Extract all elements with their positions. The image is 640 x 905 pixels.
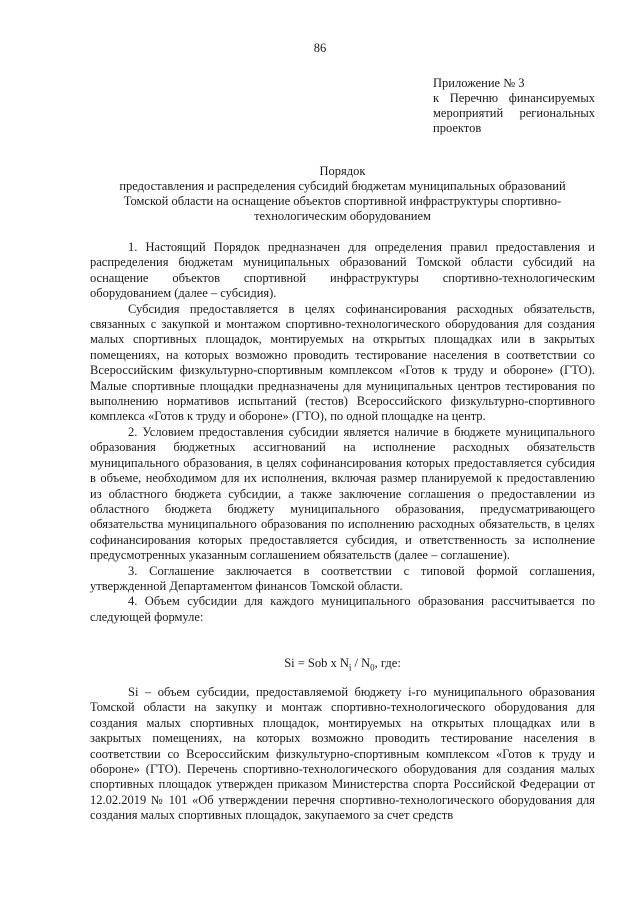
paragraph-4: 3. Соглашение заключается в соответствии с типовой формой соглашения, утвержденной Департаментом финансов Томской области. (90, 563, 595, 593)
appendix-line-3: мероприятий региональных (433, 106, 595, 120)
title-heading: Порядок (319, 164, 366, 178)
paragraph-2: Субсидия предоставляется в целях софинансирования расходных обязательств, связанных с закупкой и монтажом спортивно-технологического оборудования для создания малых спортивных площадок, монтируемых на открытых площадках или в закрытых помещениях, на которых возможно проводить тестирование населения в соответствии со Всероссийским физкультурно-спортивным комплексом «Готов к труду и обороне» (ГТО). Малые спортивные площадки предназначены для муниципальных центров тестирования по выполнению нормативов испытаний (тестов) Всероссийского физкультурно-спортивного комплекса «Готов к труду и обороне» (ГТО), по одной площадке на центр. (90, 301, 595, 424)
document-body (90, 240, 595, 625)
title-line-1: предоставления и распределения субсидий бюджетам муниципальных образований (119, 179, 566, 193)
paragraph-1: 1. Настоящий Порядок предназначен для определения правил предоставления и распределения бюджетам муниципальных образований Томской области субсидий на оснащение объектов спортивной инфраструктуры спортивно-технологическим оборудованием (далее – субсидия). (90, 240, 595, 301)
appendix-line-4: проектов (433, 121, 482, 135)
appendix-line-2: к Перечню финансируемых (433, 91, 595, 105)
title-line-2: Томской области на оснащение объектов спортивной инфраструктуры спортивно- (123, 194, 562, 208)
document-title (90, 164, 595, 224)
document-body-continued (90, 685, 595, 824)
appendix-title: Приложение № 3 (433, 76, 525, 90)
appendix-note (433, 76, 595, 136)
title-line-3: технологическим оборудованием (254, 209, 431, 223)
page-number: 86 (313, 41, 327, 55)
paragraph-6: Si – объем субсидии, предоставляемой бюджету i-го муниципального образования Томской области на закупку и монтаж спортивно-технологического оборудования для создания малых спортивных площадок, монтируемых на открытых площадках или в закрытых помещениях, на которых возможно проводить тестирование населения в соответствии со Всероссийским физкультурно-спортивным комплексом «Готов к труду и обороне» (ГТО). Перечень спортивно-технологического оборудования для создания малых спортивных площадок утвержден приказом Министерства спорта Российской Федерации от 12.02.2019 № 101 «Об утверждении перечня спортивно-технологического оборудования для создания малых спортивных площадок, закупаемого за счет средств (90, 685, 595, 823)
subsidy-formula: Si = Sob x $N_i / N_0$, где: (284, 656, 401, 673)
paragraph-3: 2. Условием предоставления субсидии является наличие в бюджете муниципального образования бюджетных ассигнований на исполнение расходных обязательств муниципального образования, в целях софинансирования которых предоставляется субсидия в объеме, необходимом для их исполнения, включая размер планируемой к предоставлению из областного бюджета субсидии, а также заключение соглашения о предоставлении из областного бюджета бюджету муниципального образования, предусматривающего обязательства муниципального образования по исполнению расходных обязательств, в целях софинансирования которых предоставляется субсидия, и ответственность за исполнение предусмотренных указанным соглашением обязательств (далее – соглашение). (90, 424, 595, 563)
paragraph-5: 4. Объем субсидии для каждого муниципального образования рассчитывается по следующей формуле: (90, 594, 595, 624)
